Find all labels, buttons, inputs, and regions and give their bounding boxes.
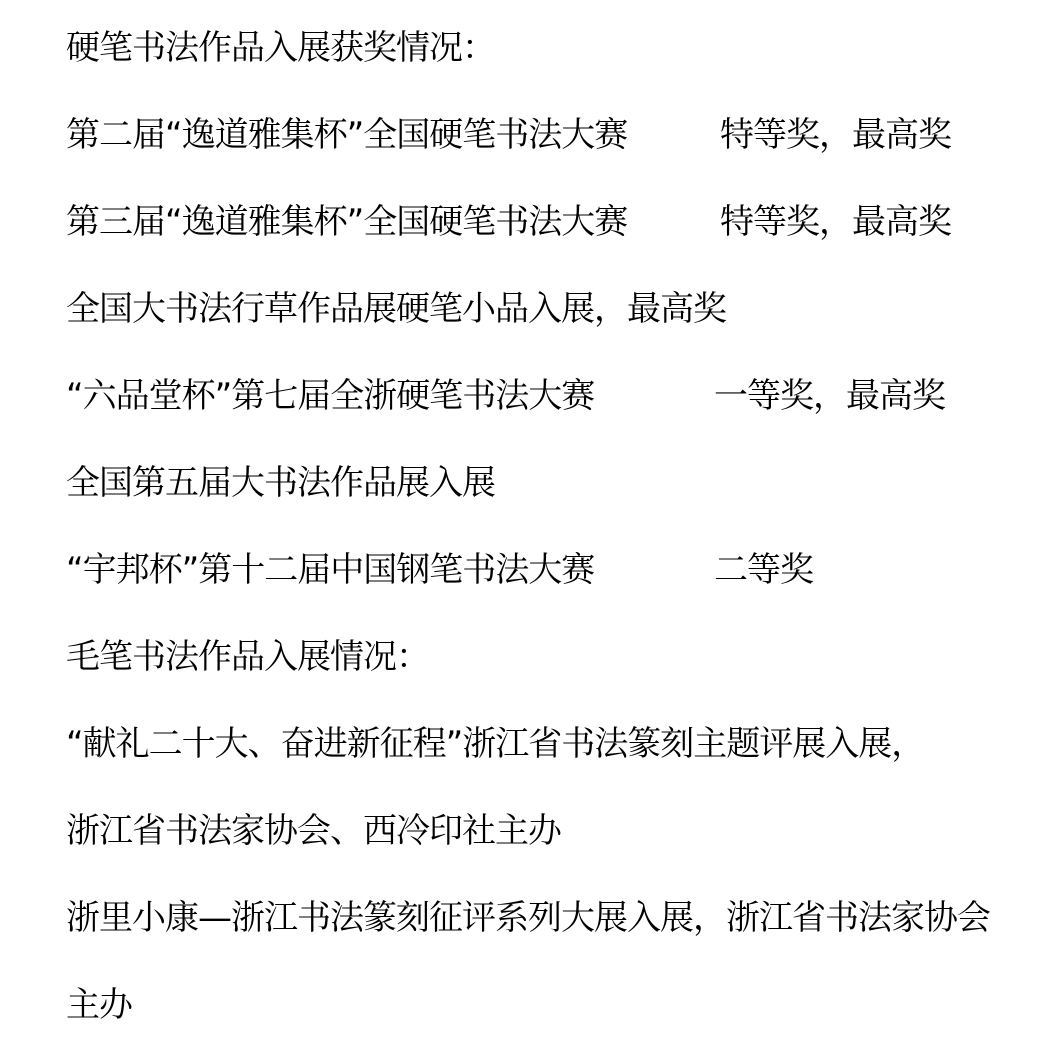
line-text: 浙里小康—浙江书法篆刻征评系列大展入展，浙江省书法家协会 bbox=[66, 898, 990, 938]
award-line bbox=[66, 202, 951, 242]
award-line bbox=[66, 463, 495, 503]
organizer-line bbox=[66, 811, 561, 851]
award-line bbox=[66, 289, 726, 329]
exhibition-line bbox=[66, 724, 924, 764]
award-line bbox=[66, 115, 951, 155]
award-label: 一等奖，最高奖 bbox=[714, 376, 945, 416]
line-text: 全国大书法行草作品展硬笔小品入展，最高奖 bbox=[66, 289, 726, 329]
heading-hard-pen bbox=[66, 28, 495, 68]
line-text: 主办 bbox=[66, 985, 132, 1025]
heading-brush bbox=[66, 637, 429, 677]
award-label: 特等奖，最高奖 bbox=[720, 202, 951, 242]
award-line bbox=[66, 376, 945, 416]
line-text: 全国第五届大书法作品展入展 bbox=[66, 463, 495, 503]
line-text: “宇邦杯”第十二届中国钢笔书法大赛 bbox=[66, 550, 595, 590]
line-text: 第二届“逸道雅集杯”全国硬笔书法大赛 bbox=[66, 115, 628, 155]
exhibition-line bbox=[66, 898, 990, 938]
organizer-line bbox=[66, 985, 132, 1025]
line-text: 硬笔书法作品入展获奖情况： bbox=[66, 28, 495, 68]
award-line bbox=[66, 550, 813, 590]
award-label: 特等奖，最高奖 bbox=[720, 115, 951, 155]
line-text: “六品堂杯”第七届全浙硬笔书法大赛 bbox=[66, 376, 595, 416]
line-text: “献礼二十大、奋进新征程”浙江省书法篆刻主题评展入展， bbox=[66, 724, 925, 764]
line-text: 第三届“逸道雅集杯”全国硬笔书法大赛 bbox=[66, 202, 628, 242]
line-text: 毛笔书法作品入展情况： bbox=[66, 637, 429, 677]
award-label: 二等奖 bbox=[714, 550, 813, 590]
line-text: 浙江省书法家协会、西冷印社主办 bbox=[66, 811, 561, 851]
